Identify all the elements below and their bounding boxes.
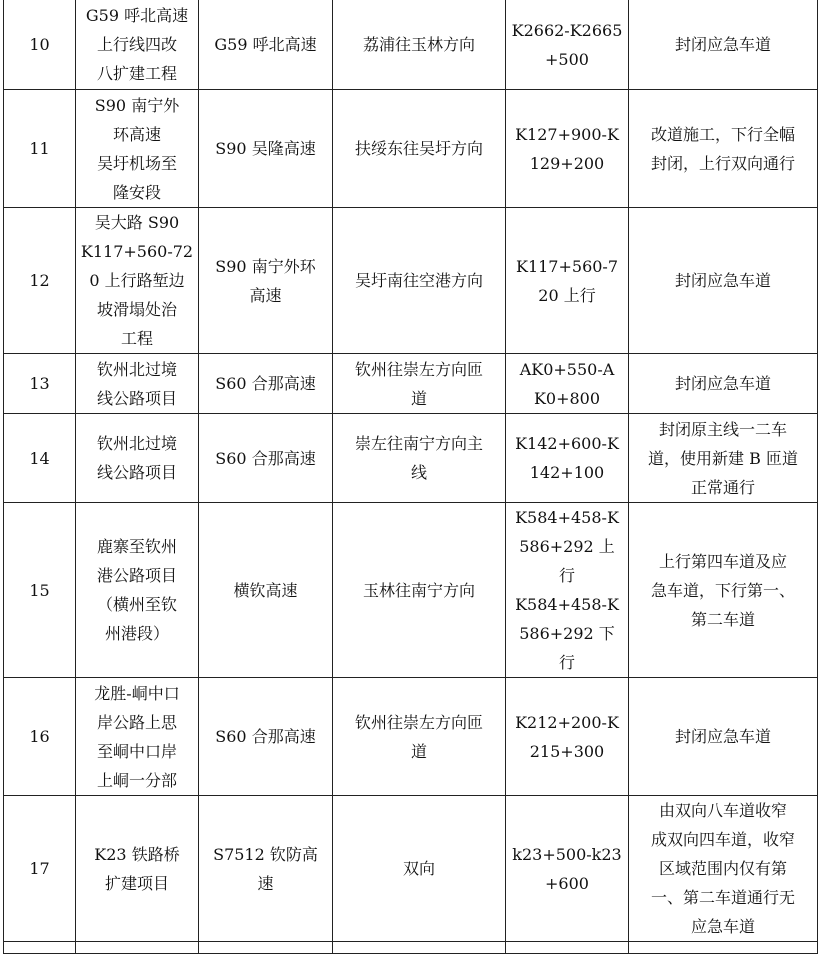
cell-text-line: 吴圩南往空港方向 [354, 271, 483, 290]
traffic-measure-cell [629, 414, 818, 503]
cell-text-line: 道，使用新建 B 匝道 [648, 448, 798, 468]
cell-text-line: AK0+550-A [519, 359, 615, 379]
traffic-measure-cell [629, 678, 818, 796]
cell-text-line: 至峒中口岸 [96, 741, 177, 761]
cell-text-line: S60 合那高速 [215, 727, 316, 746]
cell-text-line: 行 [558, 566, 575, 585]
cell-text-line: 隆安段 [112, 182, 161, 202]
stake-range-cell [506, 0, 629, 90]
row-number-cell: 13 [4, 354, 76, 414]
traffic-measure-cell [629, 90, 818, 208]
highway-cell [199, 796, 333, 942]
cell-text-line: 崇左往南宁方向主 [354, 434, 483, 453]
row-number-cell: 17 [4, 796, 76, 942]
cell-text-line: +500 [545, 49, 589, 69]
direction-cell [333, 0, 506, 90]
cell-text-line: K142+600-K [515, 434, 619, 453]
cell-text-line: 由双向八车道收窄 [658, 801, 787, 820]
traffic-measure-cell [629, 0, 818, 90]
cell-text-line: S90 南宁外环 [215, 256, 316, 276]
project-name-cell [76, 414, 199, 503]
cell-text-line: K0+800 [533, 388, 601, 408]
row-number-cell: 15 [4, 503, 76, 678]
cell-text-line: 环高速 [112, 124, 161, 144]
direction-cell [333, 678, 506, 796]
table-row [4, 503, 818, 678]
project-name-cell [76, 503, 199, 678]
row-number-cell: 11 [4, 90, 76, 208]
cell-text-line: K23 铁路桥 [94, 844, 180, 864]
cell-text-line: 上行第四车道及应 [658, 551, 787, 571]
row-number-cell [4, 942, 76, 954]
cell-text-line: 142+100 [529, 463, 605, 482]
cell-text-line: 鹿寨至钦州 [96, 537, 177, 556]
project-name-cell [76, 208, 199, 354]
cell-text-line: 玉林往南宁方向 [362, 580, 475, 600]
cell-text-line: 586+292 下 [519, 624, 615, 643]
direction-cell [333, 942, 506, 954]
cell-text-line: 双向 [402, 859, 435, 878]
highway-cell [199, 208, 333, 354]
traffic-measure-cell [629, 796, 818, 942]
table-row [4, 354, 818, 414]
cell-text-line: G59 呼北高速 [85, 6, 189, 25]
highway-cell [199, 354, 333, 414]
cell-text-line: S90 吴隆高速 [215, 139, 316, 158]
cell-text-line: 封闭应急车道 [674, 374, 771, 393]
table-row [4, 90, 818, 208]
cell-text-line: 扶绥东往吴圩方向 [354, 139, 483, 158]
cell-text-line: 线 [410, 463, 427, 482]
cell-text-line: 坡滑塌处治 [96, 300, 177, 319]
cell-text-line: 129+200 [529, 153, 605, 173]
cell-text-line: K127+900-K [515, 124, 619, 144]
stake-range-cell [506, 503, 629, 678]
project-name-cell [76, 796, 199, 942]
stake-range-cell [506, 796, 629, 942]
project-name-cell [76, 90, 199, 208]
cell-text-line: 荔浦往玉林方向 [362, 35, 475, 54]
cell-text-line: 一、第二车道通行无 [650, 888, 795, 907]
row-number-cell: 16 [4, 678, 76, 796]
cell-text-line: 成双向四车道，收窄 [650, 830, 795, 849]
cell-text-line: G59 呼北高速 [214, 35, 317, 54]
stake-range-cell [506, 414, 629, 503]
project-name-cell [76, 942, 199, 954]
direction-cell [333, 503, 506, 678]
cell-text-line: 急车道，下行第一、 [650, 580, 795, 600]
cell-text-line: K584+458-K [515, 508, 619, 527]
highway-cell [199, 503, 333, 678]
stake-range-cell [506, 354, 629, 414]
cell-text-line: 20 上行 [538, 285, 596, 305]
highway-cell [199, 678, 333, 796]
project-name-cell [76, 678, 199, 796]
cell-text-line: 工程 [120, 329, 153, 348]
construction-table [3, 0, 818, 954]
cell-text-line: 吴圩机场至 [96, 153, 177, 173]
cell-text-line: 正常通行 [690, 477, 755, 497]
traffic-measure-cell [629, 354, 818, 414]
cell-text-line: K117+560-7 [515, 256, 619, 276]
cell-text-line: +600 [545, 873, 589, 893]
cell-text-line: 行 [558, 653, 575, 672]
cell-text-line: S60 合那高速 [215, 374, 316, 393]
cell-text-line: 应急车道 [690, 917, 755, 936]
cell-text-line: S90 南宁外 [94, 95, 180, 115]
cell-text-line: K2662-K2665 [511, 20, 623, 40]
traffic-measure-cell [629, 503, 818, 678]
highway-cell [199, 414, 333, 503]
cell-text-line: K584+458-K [515, 595, 619, 614]
stake-range-cell [506, 678, 629, 796]
table-row [4, 208, 818, 354]
cell-text-line: 龙胜-峒中口 [94, 683, 180, 703]
cell-text-line: 钦州北过境 [96, 434, 177, 453]
cell-text-line: 州港段） [104, 624, 169, 643]
cell-text-line: 钦州往崇左方向匝 [354, 359, 483, 379]
cell-text-line: S7512 钦防高 [213, 844, 318, 864]
traffic-measure-cell [629, 208, 818, 354]
cell-text-line: 封闭应急车道 [674, 35, 771, 54]
highway-cell [199, 942, 333, 954]
highway-cell [199, 0, 333, 90]
row-number-cell: 12 [4, 208, 76, 354]
cell-text-line: 岸公路上思 [96, 712, 177, 732]
cell-text-line: k23+500-k23 [512, 844, 622, 864]
cell-text-line: （横州至钦 [96, 595, 177, 614]
cell-text-line: 线公路项目 [96, 388, 177, 408]
direction-cell [333, 90, 506, 208]
cell-text-line: 586+292 上 [519, 537, 615, 556]
row-number-cell: 14 [4, 414, 76, 503]
traffic-measure-cell [629, 942, 818, 954]
cell-text-line: S60 合那高速 [215, 448, 316, 468]
table-row [4, 796, 818, 942]
cell-text-line: 道 [410, 741, 427, 761]
project-name-cell [76, 0, 199, 90]
table-row [4, 942, 818, 954]
cell-text-line: 港公路项目 [96, 566, 177, 585]
cell-text-line: 上峒一分部 [96, 770, 177, 790]
cell-text-line: 横钦高速 [233, 580, 298, 600]
cell-text-line: 道 [410, 388, 427, 408]
cell-text-line: 封闭应急车道 [674, 727, 771, 746]
table-row [4, 0, 818, 90]
cell-text-line: 扩建项目 [104, 873, 169, 893]
highway-cell [199, 90, 333, 208]
cell-text-line: 速 [257, 873, 274, 893]
table-row [4, 414, 818, 503]
cell-text-line: 区域范围内仅有第 [658, 859, 787, 878]
direction-cell [333, 354, 506, 414]
table-body [4, 0, 818, 954]
row-number-cell: 10 [4, 0, 76, 90]
table-row [4, 678, 818, 796]
cell-text-line: 封闭原主线一二车 [658, 419, 787, 439]
direction-cell [333, 414, 506, 503]
cell-text-line: 高速 [249, 285, 282, 305]
cell-text-line: K117+560-72 [80, 242, 194, 261]
cell-text-line: 215+300 [529, 741, 605, 761]
direction-cell [333, 208, 506, 354]
cell-text-line: 八扩建工程 [96, 64, 177, 83]
cell-text-line: 0 上行路堑边 [89, 271, 185, 290]
cell-text-line: 上行线四改 [96, 35, 177, 54]
project-name-cell [76, 354, 199, 414]
cell-text-line: 钦州北过境 [96, 359, 177, 379]
cell-text-line: 封闭，上行双向通行 [650, 153, 795, 173]
cell-text-line: 吴大路 S90 [94, 213, 180, 232]
stake-range-cell [506, 208, 629, 354]
stake-range-cell [506, 942, 629, 954]
cell-text-line: 线公路项目 [96, 463, 177, 482]
direction-cell [333, 796, 506, 942]
cell-text-line: K212+200-K [515, 712, 619, 732]
cell-text-line: 改道施工，下行全幅 [650, 124, 795, 144]
cell-text-line: 封闭应急车道 [674, 271, 771, 290]
stake-range-cell [506, 90, 629, 208]
cell-text-line: 第二车道 [690, 609, 755, 629]
cell-text-line: 钦州往崇左方向匝 [354, 712, 483, 732]
